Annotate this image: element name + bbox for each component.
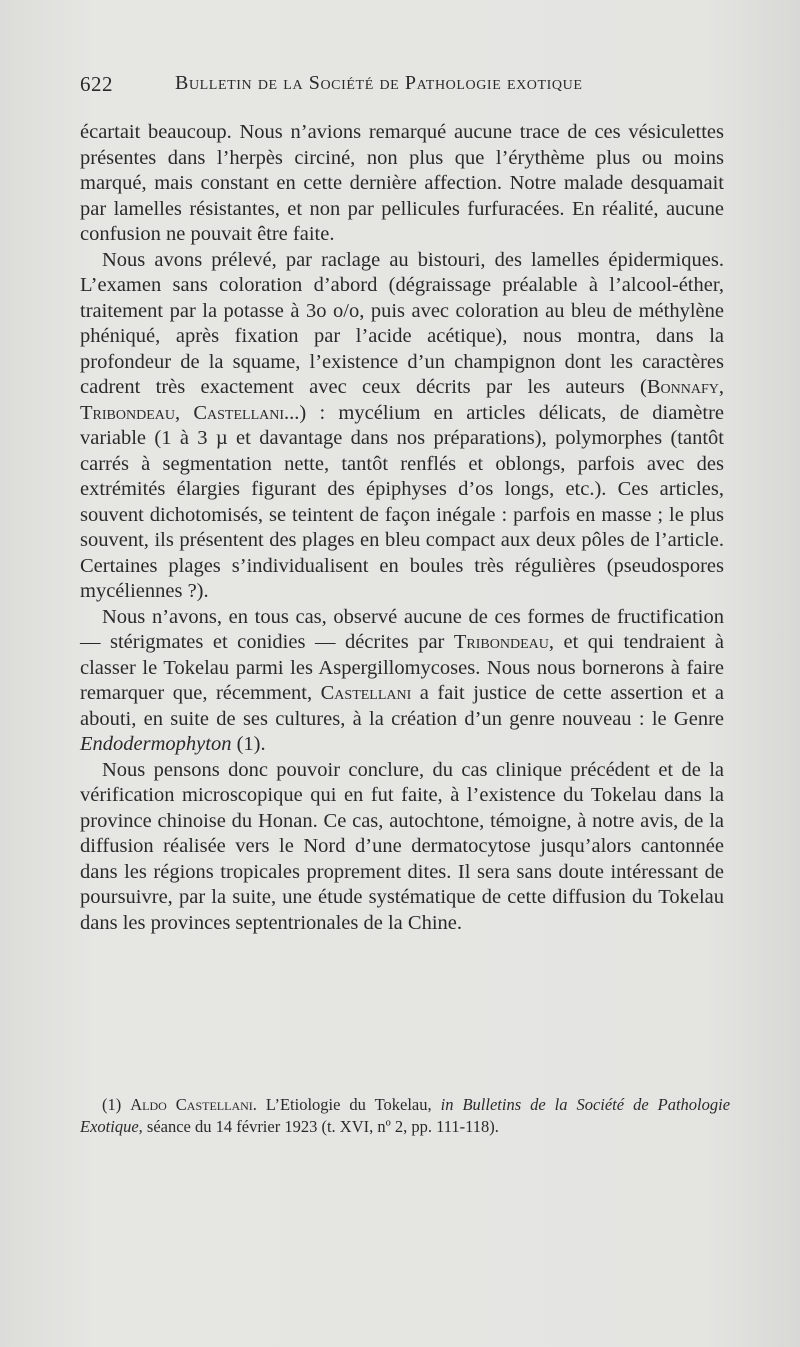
paragraph-2-text-b: ...) : mycélium en articles délicats, de diamètre variable (1 à 3 µ et davantage dans nos préparations), polymorphes (tantôt carrés à segmentation nette, tantôt renflés et oblongs, parfois avec des extrémités élargies figurant des épiphyses d’os longs, etc.). Ces articles, souvent dichotomisés, se teintent de façon inégale : parfois en masse ; le plus souvent, ils présentent des plages en bleu compact aux deux pôles de l’article. Certaines plages s’individualisent en boules très régulières (pseudospores mycéliennes ?). — [80, 401, 725, 602]
footnote-title: . L’Etiologie du Tokelau, — [252, 1095, 441, 1114]
paragraph-2-text-a: Nous avons prélevé, par raclage au bistouri, des lamelles épidermiques. L’examen sans coloration d’abord (dégraissage préalable à l’alcool-éther, traitement par la potasse à 3o o/o, puis avec coloration au bleu de méthylène phéniqué, après fixation par l’acide acétique), nous montra, dans la profondeur de la squame, l’existence d’un champignon dont les caractères cadrent très exactement avec ceux décrits par les auteurs ( — [80, 248, 724, 398]
cited-author-castellani: Castellani — [320, 682, 412, 704]
running-title: Bulletin de la Société de Pathologie exotique — [175, 72, 583, 94]
page-header — [80, 72, 740, 102]
paragraph-3-text-d: (1). — [231, 733, 266, 755]
paragraph-3-text-c: a fait justice de cette assertion et a abouti, en suite de ses cultures, à la création d’un genre nouveau : le Genre — [80, 682, 724, 730]
paragraph-4: Nous pensons donc pouvoir conclure, du cas clinique précédent et de la vérification microscopique qui en fut faite, à l’existence du Tokelau dans la province chinoise du Honan. Ce cas, autochtone, témoigne, à notre avis, de la diffusion réalisée vers le Nord d’une dermatocytose jusqu’alors cantonnée dans les régions tropicales proprement dites. Il sera sans doute intéressant de poursuivre, par la suite, une étude systématique de cette diffusion du Tokelau dans les provinces septentrionales de la Chine. — [80, 758, 724, 934]
cited-author-tribondeau: Tribondeau — [453, 631, 549, 653]
footnote-in: in — [440, 1095, 454, 1114]
paragraph-1: écartait beaucoup. Nous n’avions remarqué aucune trace de ces vésiculettes présentes dans l’herpès circiné, non plus que l’érythème plus ou moins marqué, mais constant en cette dernière affection. Notre malade desquamait par lamelles résistantes, et non par pellicules furfuracées. En réalité, aucune confusion ne pouvait être faite. — [80, 121, 724, 245]
cited-authors: Bonnafy, Tribondeau, Castellani — [80, 376, 724, 424]
genus-name: Endodermophyton — [80, 733, 232, 755]
footnote-details: séance du 14 février 1923 (t. XVI, nº 2, pp. 111-118). — [142, 1117, 499, 1136]
footnote — [80, 1094, 730, 1138]
body-text — [80, 120, 724, 936]
paragraph-3-text-a: Nous n’avons, en tous cas, observé aucune de ces formes de fructification — stérigmates et conidies — décrites par — [80, 605, 724, 653]
paragraph-3 — [80, 605, 724, 758]
footnote-marker: (1) — [102, 1095, 122, 1114]
paragraph-2 — [80, 248, 724, 605]
page-number: 622 — [80, 72, 113, 96]
paragraph-3-text-b: , et qui tendraient à classer le Tokelau parmi les Aspergillomycoses. Nous nous bornerons à faire remarquer que, récemment, — [80, 631, 725, 704]
footnote-journal: Bulletins de la Société de Pathologie Exotique, — [80, 1095, 731, 1136]
footnote-author: Aldo Castellani — [130, 1095, 253, 1114]
